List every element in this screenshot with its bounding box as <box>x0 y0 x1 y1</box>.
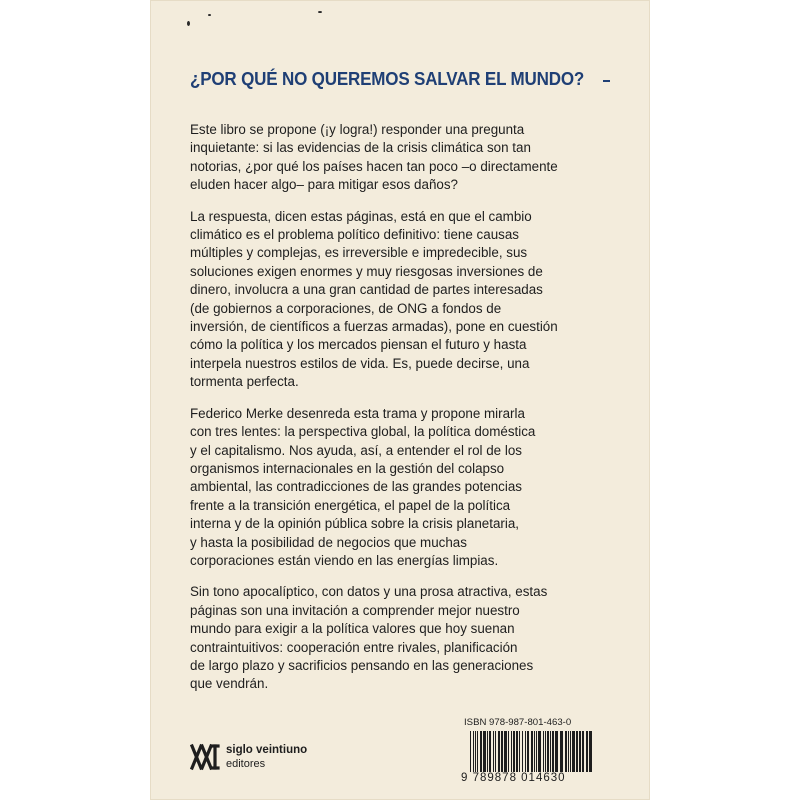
barcode-bar <box>477 731 478 775</box>
text-line: eluden hacer algo– para mitigar esos daños? <box>190 177 458 193</box>
barcode-bar <box>493 731 494 775</box>
barcode-bar <box>565 731 567 775</box>
blurb-text <box>190 121 590 707</box>
barcode-bar <box>480 731 482 775</box>
barcode-bar <box>570 731 571 775</box>
text-line: y el capitalismo. Nos ayuda, así, a entender el rol de los <box>190 442 522 458</box>
barcode-bar <box>525 731 526 775</box>
text-line: de largo plazo y sacrificios pensando en las generaciones <box>190 657 534 673</box>
barcode-bar <box>555 731 558 775</box>
barcode <box>469 731 595 775</box>
barcode-bar <box>504 731 507 775</box>
barcode-bar <box>543 731 544 775</box>
text-line: inquietante: si las evidencias de la crisis climática son tan <box>190 140 531 156</box>
barcode-bar <box>475 731 476 775</box>
barcode-bar <box>519 731 520 775</box>
barcode-bar <box>473 731 474 775</box>
text-line: notorias, ¿por qué los países hacen tan poco –o directamente <box>190 158 558 174</box>
barcode-bar <box>550 731 551 775</box>
barcode-bar <box>501 731 503 775</box>
text-line: organismos internacionales en la gestión del colapso <box>190 460 505 476</box>
barcode-bar <box>516 731 518 775</box>
text-line: tormenta perfecta. <box>190 374 299 390</box>
barcode-bar <box>470 731 471 775</box>
text-line: ambiental, las contradicciones de las grandes potencias <box>190 479 522 495</box>
blurb-paragraph <box>190 208 590 392</box>
text-line: (de gobiernos a corporaciones, de ONG a fondos de <box>190 300 502 316</box>
publisher-subtitle: editores <box>226 758 266 770</box>
barcode-digits: 9 789878 014630 <box>461 772 601 784</box>
barcode-bar <box>579 731 581 775</box>
text-line: con tres lentes: la perspectiva global, la política doméstica <box>190 424 536 440</box>
text-line: páginas son una invitación a comprender mejor nuestro <box>190 602 520 618</box>
barcode-bar <box>568 731 569 775</box>
cover-title: ¿POR QUÉ NO QUEREMOS SALVAR EL MUNDO? <box>190 68 585 89</box>
barcode-bar <box>483 731 486 775</box>
barcode-bar <box>487 731 488 775</box>
barcode-bar <box>534 731 535 775</box>
text-line: inversión, de científicos a fuerzas armadas), pone en cuestión <box>190 319 558 335</box>
barcode-bar <box>552 731 554 775</box>
barcode-bar <box>508 731 509 775</box>
blurb-paragraph <box>190 121 590 195</box>
barcode-bar <box>572 731 575 775</box>
publisher-logo-mark <box>190 743 220 771</box>
text-line: múltiples y complejas, es irreversible e impredecible, sus <box>190 245 528 261</box>
text-line: Este libro se propone (¡y logra!) responder una pregunta <box>190 122 525 137</box>
barcode-bar <box>545 731 546 775</box>
blurb-paragraph <box>190 583 590 693</box>
barcode-bar <box>576 731 578 775</box>
text-line: y hasta la posibilidad de negocios que muchas <box>190 534 467 550</box>
title-dash <box>603 80 610 82</box>
barcode-bar <box>531 731 533 775</box>
text-line: cómo la política y los mercados piensan el futuro y hasta <box>190 337 527 353</box>
barcode-bar <box>513 731 515 775</box>
text-line: climático es el problema político definitivo: tiene causas <box>190 227 519 243</box>
print-speck <box>318 11 322 13</box>
barcode-bar <box>527 731 529 775</box>
barcode-bar <box>495 731 496 775</box>
text-line: Sin tono apocalíptico, con datos y una prosa atractiva, estas <box>190 584 548 600</box>
barcode-bar <box>511 731 512 775</box>
barcode-bar <box>536 731 537 775</box>
barcode-bar <box>522 731 523 775</box>
isbn-label: ISBN 978-987-801-463-0 <box>464 717 572 728</box>
text-line: mundo para exigir a la política valores que hoy suenan <box>190 621 515 637</box>
barcode-bar <box>498 731 500 775</box>
text-line: La respuesta, dicen estas páginas, está en que el cambio <box>190 208 532 224</box>
barcode-bar <box>547 731 549 775</box>
text-line: contraintuitivos: cooperación entre rivales, planificación <box>190 639 518 655</box>
barcode-bar <box>538 731 541 775</box>
text-line: que vendrán. <box>190 676 269 692</box>
barcode-bar <box>560 731 563 775</box>
text-line: interpela nuestros estilos de vida. Es, puede decirse, una <box>190 355 530 371</box>
text-line: interna y de la opinión pública sobre la crisis planetaria, <box>190 516 520 532</box>
barcode-bar <box>582 731 584 775</box>
text-line: frente a la transición energética, el papel de la política <box>190 497 511 513</box>
text-line: Federico Merke desenreda esta trama y propone mirarla <box>190 405 525 421</box>
text-line: corporaciones están viendo en las energías limpias. <box>190 552 499 568</box>
print-speck <box>208 14 211 16</box>
publisher-name: siglo veintiuno <box>226 744 308 756</box>
barcode-bar <box>589 731 592 775</box>
blurb-paragraph <box>190 405 590 571</box>
text-line: soluciones exigen enormes y muy riesgosas inversiones de <box>190 263 543 279</box>
text-line: dinero, involucra a una gran cantidad de partes interesadas <box>190 282 543 298</box>
barcode-bar <box>586 731 588 775</box>
print-speck <box>187 21 190 26</box>
barcode-bar <box>489 731 491 775</box>
